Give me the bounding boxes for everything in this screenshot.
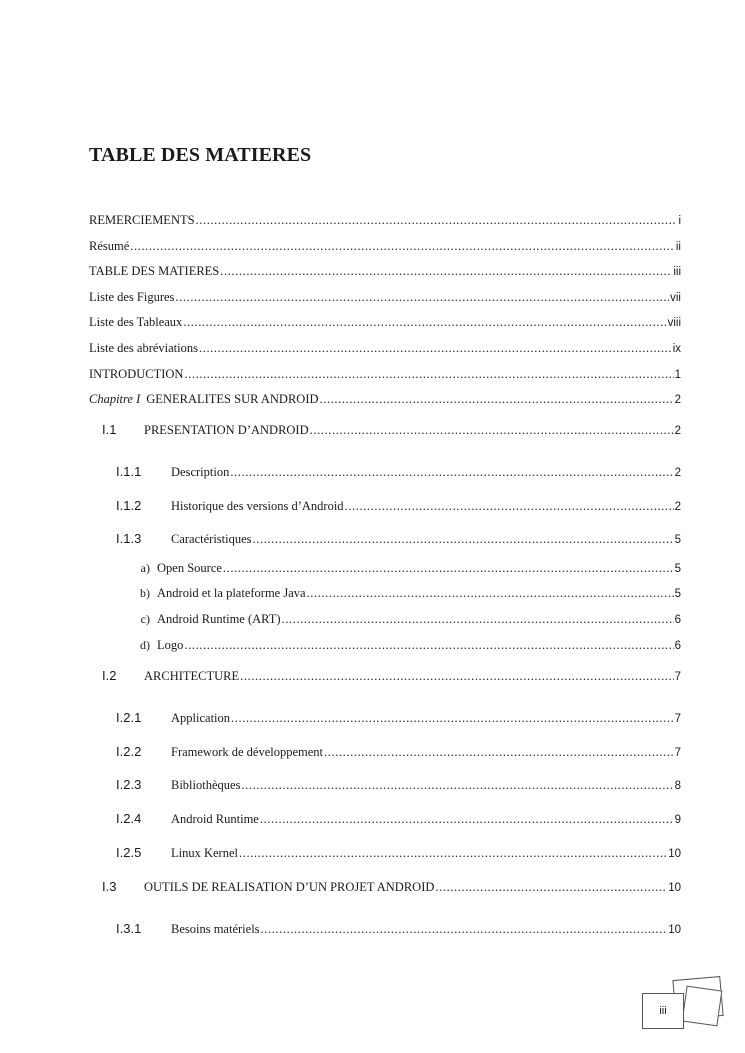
toc-label: REMERCIEMENTS [89,213,195,227]
toc-page: 9 [674,814,681,826]
toc-leader [184,638,673,653]
toc-page: 5 [674,588,681,600]
toc-page: 1 [674,369,681,381]
toc-leader [260,812,674,827]
toc-leader [130,239,675,254]
toc-leader [253,532,674,547]
toc-page: 2 [674,467,681,479]
toc-page: 6 [674,640,681,652]
toc-entry-item[interactable] [130,612,681,628]
toc-entry-subsection[interactable] [116,710,681,726]
toc-entry-subsection[interactable] [116,777,681,793]
toc-page: viii [667,317,681,329]
toc-number: a) [140,561,150,575]
toc-entry[interactable] [89,264,681,280]
toc-entry[interactable] [89,341,681,357]
toc-number: c) [140,612,150,626]
toc-label: TABLE DES MATIERES [89,264,220,278]
toc-label: Logo [157,638,184,652]
toc-page: 7 [674,747,681,759]
toc-number: d) [140,638,150,652]
toc-leader [183,315,666,330]
toc-entry[interactable] [89,315,681,331]
toc-leader [199,341,672,356]
toc-number: I.1.3 [116,531,142,546]
toc-leader [435,880,667,895]
toc-label: Android Runtime (ART) [157,612,281,626]
toc-leader [230,465,673,480]
toc-page: 8 [674,780,681,792]
toc-leader [220,264,672,279]
toc-page: 5 [674,534,681,546]
toc-page: 10 [668,848,681,860]
toc-page: 10 [668,882,681,894]
toc-label: ARCHITECTURE [144,669,240,683]
toc-label: Résumé [89,239,130,253]
toc-number: I.2.3 [116,777,142,792]
toc-entry-section[interactable] [102,879,681,895]
toc-entry-subsection[interactable] [116,531,681,547]
toc-number: I.2.2 [116,744,142,759]
toc-entry[interactable] [89,213,681,229]
toc-number: I.3.1 [116,921,142,936]
toc-entry-subsection[interactable] [116,921,681,937]
toc-entry-section[interactable] [102,668,681,684]
toc-entry-subsection[interactable] [116,845,681,861]
toc-leader [241,778,673,793]
toc-entry-subsection[interactable] [116,498,681,514]
toc-page: 10 [668,924,681,936]
toc-label: Android Runtime [171,812,259,826]
toc-page: vii [670,292,681,304]
toc-page: 7 [674,671,681,683]
toc-label: Framework de développement [171,745,324,759]
toc-number: I.2.4 [116,811,142,826]
toc-label: Bibliothèques [171,778,241,792]
toc-leader [310,423,674,438]
toc-label: Application [171,711,231,725]
toc-number: I.2.1 [116,710,142,725]
toc-entry-item[interactable] [130,638,681,654]
toc-leader [345,499,674,514]
toc-page: 2 [674,394,681,406]
page-number-ornament [682,986,723,1027]
toc-leader [282,612,674,627]
toc-leader [175,290,669,305]
toc-entry-item[interactable] [130,561,681,577]
toc-leader [320,392,674,407]
toc-label: Liste des Tableaux [89,315,183,329]
toc-label: Linux Kernel [171,846,238,860]
toc-entry-item[interactable] [130,586,681,602]
toc-entry-subsection[interactable] [116,744,681,760]
toc-label: Description [171,465,230,479]
toc-entry-subsection[interactable] [116,464,681,480]
toc-label: OUTILS DE REALISATION D’UN PROJET ANDROID [144,880,435,894]
toc-label: Open Source [157,561,222,575]
toc-number: I.1.2 [116,498,142,513]
toc-label: Android et la plateforme Java [157,586,306,600]
toc-label: GENERALITES SUR ANDROID [146,392,319,406]
toc-page: 2 [674,425,681,437]
toc-chapter-label: Chapitre I [89,392,141,406]
toc-page: 5 [674,563,681,575]
toc-label: Historique des versions d’Android [171,499,344,513]
toc-leader [324,745,674,760]
toc-page: ii [675,241,681,253]
toc-number: I.2 [102,668,117,683]
toc-entry[interactable] [89,239,681,255]
toc-page: i [678,215,681,227]
toc-leader [307,586,674,601]
toc-leader [223,561,674,576]
toc-label: PRESENTATION D’ANDROID [144,423,309,437]
toc-leader [261,922,668,937]
toc-page: 2 [674,501,681,513]
toc-entry-subsection[interactable] [116,811,681,827]
toc-page: iii [673,266,681,278]
toc-leader [184,367,673,382]
toc-number: I.2.5 [116,845,142,860]
toc-leader [196,213,678,228]
toc-page: 6 [674,614,681,626]
toc-leader [231,711,674,726]
page-number: iii [642,993,684,1029]
toc-label: Liste des Figures [89,290,175,304]
page-title: TABLE DES MATIERES [89,144,312,166]
toc-label: INTRODUCTION [89,367,184,381]
toc-label: Besoins matériels [171,922,260,936]
toc-leader [240,669,673,684]
toc-page: ix [672,343,681,355]
toc-label: Liste des abréviations [89,341,198,355]
toc-entry-section[interactable] [102,422,681,438]
toc-number: b) [140,586,150,600]
toc-leader [239,846,667,861]
toc-number: I.3 [102,879,117,894]
toc-number: I.1.1 [116,464,142,479]
toc-page: 7 [674,713,681,725]
toc-number: I.1 [102,422,117,437]
toc-entry[interactable] [89,290,681,306]
toc-label: Caractéristiques [171,532,252,546]
toc-entry[interactable] [89,367,681,383]
toc-entry-chapter[interactable] [89,392,681,408]
